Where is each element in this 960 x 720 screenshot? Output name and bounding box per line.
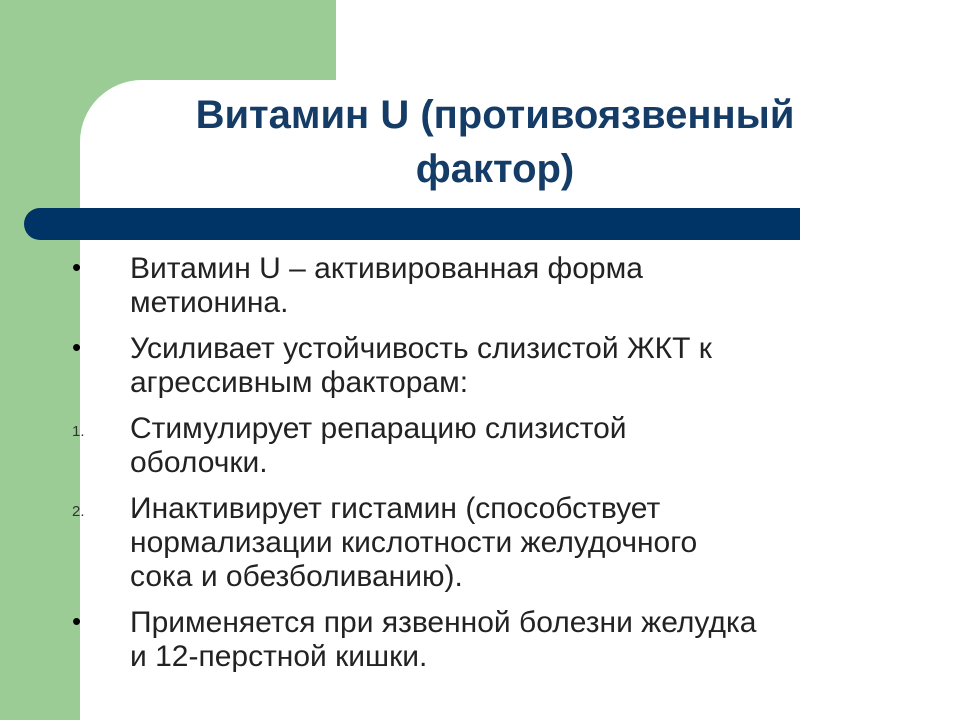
item-2-line-2: агрессивным факторам: <box>130 366 469 399</box>
item-4-line-3: сока и обезболиванию). <box>130 560 463 593</box>
number-marker-1: 1. <box>72 423 85 440</box>
bullet-marker-2: • <box>72 332 82 362</box>
item-4-line-1: Инактивирует гистамин (способствует <box>130 492 661 525</box>
item-5-line-1: Применяется при язвенной болезни желудка <box>130 606 757 639</box>
title-underline-bar <box>24 208 800 240</box>
slide-title <box>120 88 870 196</box>
item-3-line-2: оболочки. <box>130 446 268 479</box>
item-5-line-2: и 12-перстной кишки. <box>130 640 428 673</box>
title-line-1: Витамин U (противоязвенный <box>195 93 795 137</box>
bullet-marker-3: • <box>72 606 82 636</box>
item-1-line-2: метионина. <box>130 286 289 319</box>
list-item-3 <box>72 412 932 480</box>
list-item-1 <box>72 252 932 320</box>
number-marker-2: 2. <box>72 503 85 520</box>
list-item-5 <box>72 606 932 674</box>
title-line-2: фактор) <box>415 147 575 191</box>
item-4-line-2: нормализации кислотности желудочного <box>130 526 698 559</box>
list-item-4 <box>72 492 932 594</box>
bullet-list <box>72 252 932 686</box>
list-item-2 <box>72 332 932 400</box>
item-1-line-1: Витамин U – активированная форма <box>130 252 643 285</box>
item-2-line-1: Усиливает устойчивость слизистой ЖКТ к <box>130 332 712 365</box>
item-3-line-1: Стимулирует репарацию слизистой <box>130 412 627 445</box>
bullet-marker-1: • <box>72 252 82 282</box>
